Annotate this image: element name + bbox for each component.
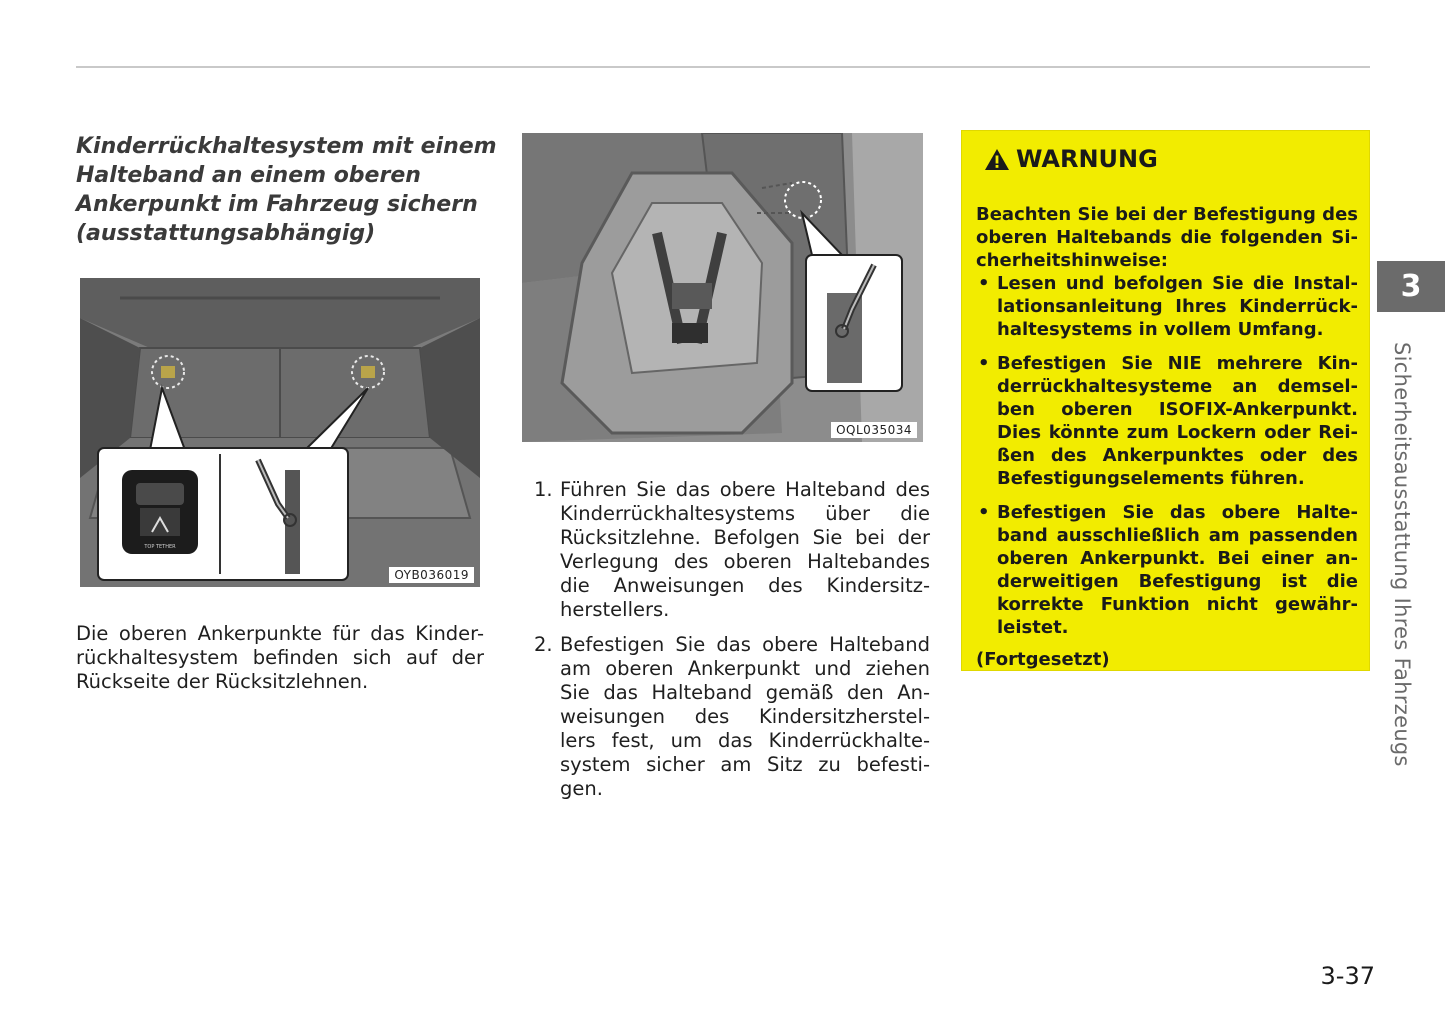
warning-line: band ausschließlich am passenden — [997, 525, 1358, 546]
intro-paragraph — [76, 622, 484, 694]
tether-tag-text: TOP TETHER — [144, 544, 176, 550]
warning-intro-line: cherheitshinweise: — [976, 250, 1169, 271]
bullet: • — [978, 353, 990, 374]
list-item — [530, 478, 930, 622]
step-line: Befestigen Sie das obere Halteband — [560, 633, 930, 656]
warning-intro-line: Beachten Sie bei der Befestigung des — [976, 204, 1358, 225]
step-line: Sie das Halteband gemäß den An- — [560, 681, 930, 704]
warning-box — [961, 130, 1370, 671]
top-divider — [76, 66, 1370, 68]
step-line: am oberen Ankerpunkt und ziehen — [560, 657, 930, 680]
warning-line: haltesystems in vollem Umfang. — [997, 319, 1324, 340]
warning-line: lationsanleitung Ihres Kinderrück- — [997, 296, 1358, 317]
warning-line: derweitigen Befestigung ist die — [997, 571, 1358, 592]
list-item — [976, 501, 1358, 639]
step-line: herstellers. — [560, 598, 670, 621]
step-line: Verlegung des oberen Haltebandes — [560, 550, 930, 573]
warning-triangle-icon — [984, 148, 1010, 171]
trunk-anchor-illustration — [80, 278, 480, 587]
warning-list — [976, 272, 1358, 639]
bullet: • — [978, 502, 990, 523]
warning-body — [976, 203, 1358, 671]
warning-line: derrückhaltesysteme an demsel- — [997, 376, 1358, 397]
page-number: 3-37 — [1320, 962, 1375, 990]
intro-line: rückhaltesystem befinden sich auf der — [76, 646, 484, 669]
warning-line: ßen des Ankerpunktes oder des — [997, 445, 1358, 466]
warning-line: ben oberen ISOFIX-Ankerpunkt. — [997, 399, 1358, 420]
intro-line: Rückseite der Rücksitzlehnen. — [76, 670, 369, 693]
list-item — [976, 272, 1358, 341]
heading-line: Ankerpunkt im Fahrzeug sichern — [76, 192, 478, 217]
warning-title-text: WARNUNG — [1016, 145, 1158, 173]
list-item — [530, 633, 930, 801]
step-line: Kinderrückhaltesystems über die — [560, 502, 930, 525]
warning-line: oberen Ankerpunkt. Bei einer an- — [997, 548, 1358, 569]
warning-continued: (Fortgesetzt) — [976, 649, 1110, 670]
chapter-tab: 3 — [1377, 261, 1445, 312]
warning-intro-line: oberen Haltebands die folgenden Si- — [976, 227, 1358, 248]
list-item — [976, 352, 1358, 490]
step-line: Rücksitzlehne. Befolgen Sie bei der — [560, 526, 930, 549]
heading-line: (ausstattungsabhängig) — [76, 221, 376, 246]
heading-line: Kinderrückhaltesystem mit einem — [76, 134, 497, 159]
child-seat-drawing — [522, 133, 923, 442]
warning-title — [984, 145, 1158, 173]
warning-line: leistet. — [997, 617, 1069, 638]
figure-code: OQL035034 — [831, 422, 917, 438]
step-line: weisungen des Kindersitzherstel- — [560, 705, 930, 728]
warning-line: Dies könnte zum Lockern oder Rei- — [997, 422, 1358, 443]
step-line: Führen Sie das obere Halteband des — [560, 478, 930, 501]
warning-line: Lesen und befolgen Sie die Instal- — [997, 273, 1358, 294]
step-line: lers fest, um das Kinderrückhalte- — [560, 729, 930, 752]
warning-line: korrekte Funktion nicht gewähr- — [997, 594, 1358, 615]
step-number: 2. — [534, 633, 553, 656]
heading-line: Halteband an einem oberen — [76, 163, 421, 188]
step-number: 1. — [534, 478, 553, 501]
figure-code: OYB036019 — [389, 567, 474, 583]
section-heading — [76, 132, 496, 248]
step-line: die Anweisungen des Kindersitz- — [560, 574, 930, 597]
warning-line: Befestigungselements führen. — [997, 468, 1305, 489]
bullet: • — [978, 273, 990, 294]
child-seat-tether-illustration — [522, 133, 923, 442]
chapter-title: Sicherheitsausstattung Ihres Fahrzeugs — [1390, 342, 1414, 767]
intro-line: Die oberen Ankerpunkte für das Kinder- — [76, 622, 484, 645]
warning-line: Befestigen Sie NIE mehrere Kin- — [997, 353, 1358, 374]
step-line: system sicher am Sitz zu befesti- — [560, 753, 930, 776]
warning-line: Befestigen Sie das obere Halte- — [997, 502, 1358, 523]
step-line: gen. — [560, 777, 603, 800]
trunk-drawing — [80, 278, 480, 587]
instruction-steps — [530, 478, 930, 812]
